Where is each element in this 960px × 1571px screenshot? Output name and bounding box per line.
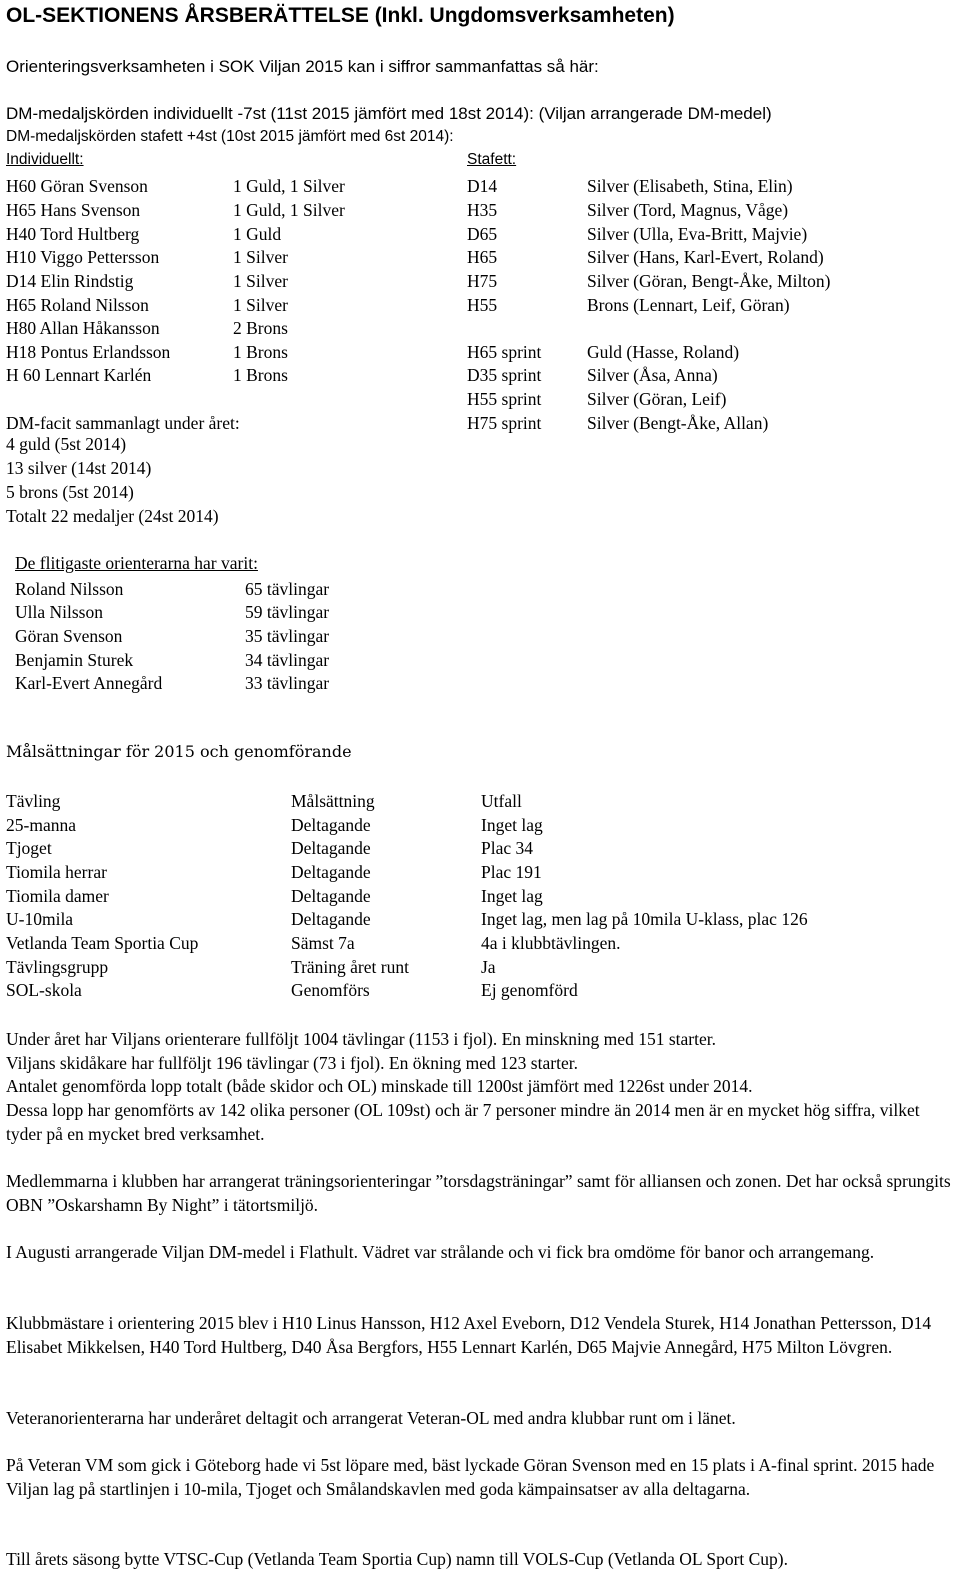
goals-cell: Ja xyxy=(481,957,496,977)
document-title: OL-SEKTIONENS ÅRSBERÄTTELSE (Inkl. Ungdomsverksamheten) xyxy=(6,4,675,27)
active-count: 34 tävlingar xyxy=(245,650,330,670)
goals-cell: Tiomila damer xyxy=(6,886,109,906)
relay-class: H75 sprint xyxy=(467,413,542,433)
relay-result: Silver (Tord, Magnus, Våge) xyxy=(587,200,789,220)
goals-cell: Inget lag xyxy=(481,815,543,835)
active-row xyxy=(0,626,960,650)
individual-result: 2 Brons xyxy=(233,318,288,338)
intro-text: Orienteringsverksamheten i SOK Viljan 2015 kan i siffror sammanfattas så här: xyxy=(6,57,599,76)
goals-row xyxy=(0,862,960,886)
goals-col-competition: Tävling xyxy=(6,791,61,811)
goals-col-outcome: Utfall xyxy=(481,791,522,811)
goals-cell: Vetlanda Team Sportia Cup xyxy=(6,933,199,953)
goals-cell: Deltagande xyxy=(291,838,371,858)
goals-row xyxy=(0,886,960,910)
active-row xyxy=(0,673,960,697)
goals-row xyxy=(0,957,960,981)
goals-cell: Träning året runt xyxy=(291,957,409,977)
paragraph: Antalet genomförda lopp totalt (både skidor och OL) minskade till 1200st jämfört med 1226st under 2014. xyxy=(6,1076,753,1096)
individual-heading: Individuellt: xyxy=(6,151,84,168)
goals-cell: U-10mila xyxy=(6,909,74,929)
goals-col-target: Målsättning xyxy=(291,791,375,811)
individual-name: H18 Pontus Erlandsson xyxy=(6,342,171,362)
goals-cell: Tiomila herrar xyxy=(6,862,107,882)
individual-name: H60 Göran Svenson xyxy=(6,176,148,196)
goals-cell: Inget lag xyxy=(481,886,543,906)
relay-class: H55 xyxy=(467,295,498,315)
relay-result: Silver (Hans, Karl-Evert, Roland) xyxy=(587,247,824,267)
facit-line: 13 silver (14st 2014) xyxy=(6,458,152,478)
relay-heading: Stafett: xyxy=(467,151,517,168)
relay-result: Silver (Elisabeth, Stina, Elin) xyxy=(587,176,793,196)
goals-cell: Inget lag, men lag på 10mila U-klass, plac 126 xyxy=(481,909,808,929)
active-name: Göran Svenson xyxy=(15,626,123,646)
goals-cell: Deltagande xyxy=(291,815,371,835)
individual-result: 1 Silver xyxy=(233,247,288,267)
facit-line: 4 guld (5st 2014) xyxy=(6,434,127,454)
medal-row xyxy=(0,271,960,295)
individual-result: 1 Guld, 1 Silver xyxy=(233,200,345,220)
relay-class: H65 xyxy=(467,247,498,267)
active-count: 59 tävlingar xyxy=(245,602,330,622)
goals-cell: Sämst 7a xyxy=(291,933,355,953)
goals-cell: Ej genomförd xyxy=(481,980,578,1000)
individual-result: 1 Brons xyxy=(233,365,288,385)
goals-cell: Plac 34 xyxy=(481,838,534,858)
medal-row xyxy=(0,413,960,437)
individual-name: H65 Hans Svenson xyxy=(6,200,141,220)
relay-result: Silver (Göran, Leif) xyxy=(587,389,727,409)
relay-class: D65 xyxy=(467,224,498,244)
individual-name: H40 Tord Hultberg xyxy=(6,224,140,244)
relay-class: D14 xyxy=(467,176,498,196)
active-heading: De flitigaste orienterarna har varit: xyxy=(15,553,258,573)
goals-row xyxy=(0,933,960,957)
relay-class: H55 sprint xyxy=(467,389,542,409)
active-count: 65 tävlingar xyxy=(245,579,330,599)
relay-result: Silver (Åsa, Anna) xyxy=(587,365,718,385)
goals-row xyxy=(0,980,960,1004)
individual-name: H65 Roland Nilsson xyxy=(6,295,149,315)
relay-result: Silver (Göran, Bengt-Åke, Milton) xyxy=(587,271,831,291)
goals-header-row xyxy=(0,791,960,815)
goals-cell: Tjoget xyxy=(6,838,52,858)
active-count: 35 tävlingar xyxy=(245,626,330,646)
relay-class: H65 sprint xyxy=(467,342,542,362)
dm-individual-summary: DM-medaljskörden individuellt -7st (11st 2015 jämfört med 18st 2014): (Viljan arrangerade DM-medel) xyxy=(6,104,772,123)
individual-result: 1 Silver xyxy=(233,271,288,291)
goals-cell: SOL-skola xyxy=(6,980,82,1000)
medal-row xyxy=(0,247,960,271)
goals-cell: 4a i klubbtävlingen. xyxy=(481,933,621,953)
individual-result: 1 Guld xyxy=(233,224,282,244)
individual-name: D14 Elin Rindstig xyxy=(6,271,134,291)
paragraph: Dessa lopp har genomförts av 142 olika personer (OL 109st) och är 7 personer mindre än 2014 men är en mycket hög siffra, vilket tyder på en mycket bred verksamhet. xyxy=(6,1100,920,1144)
active-name: Roland Nilsson xyxy=(15,579,124,599)
facit-heading: DM-facit sammanlagt under året: xyxy=(6,413,240,433)
goals-cell: Deltagande xyxy=(291,909,371,929)
relay-class: D35 sprint xyxy=(467,365,542,385)
individual-result: 1 Guld, 1 Silver xyxy=(233,176,345,196)
paragraph: Klubbmästare i orientering 2015 blev i H10 Linus Hansson, H12 Axel Eveborn, D12 Vendela Sturek, H14 Jonathan Pettersson, D14 Elisabet Mikkelsen, H40 Tord Hultberg, D40 Åsa Bergfors, H55 Lennart Karlén, D65 Majvie Annegård, H75 Milton Lövgren. xyxy=(6,1313,932,1357)
facit-line: 5 brons (5st 2014) xyxy=(6,482,134,502)
relay-result: Guld (Hasse, Roland) xyxy=(587,342,740,362)
goals-cell: Plac 191 xyxy=(481,862,542,882)
active-name: Karl-Evert Annegård xyxy=(15,673,163,693)
goals-cell: Tävlingsgrupp xyxy=(6,957,109,977)
paragraph: Viljans skidåkare har fullföljt 196 tävlingar (73 i fjol). En ökning med 123 starter. xyxy=(6,1053,578,1073)
active-row xyxy=(0,602,960,626)
individual-result: 1 Brons xyxy=(233,342,288,362)
paragraph: På Veteran VM som gick i Göteborg hade vi 5st löpare med, bäst lyckade Göran Svenson med en 15 plats i A-final sprint. 2015 hade Viljan lag på startlinjen i 10-mila, Tjoget och Smålandskavlen med goda kämpainsatser av alla deltagarna. xyxy=(6,1455,935,1499)
relay-class: H35 xyxy=(467,200,498,220)
individual-result: 1 Silver xyxy=(233,295,288,315)
paragraph: Under året har Viljans orienterare fullföljt 1004 tävlingar (1153 i fjol). En minskning med 151 starter. xyxy=(6,1029,716,1049)
active-name: Ulla Nilsson xyxy=(15,602,103,622)
individual-name: H80 Allan Håkansson xyxy=(6,318,160,338)
facit-line: Totalt 22 medaljer (24st 2014) xyxy=(6,506,219,526)
medal-row xyxy=(0,342,960,366)
dm-relay-summary: DM-medaljskörden stafett +4st (10st 2015 jämfört med 6st 2014): xyxy=(6,128,454,145)
individual-name: H10 Viggo Pettersson xyxy=(6,247,160,267)
paragraph: I Augusti arrangerade Viljan DM-medel i Flathult. Vädret var strålande och vi fick bra omdöme för banor och arrangemang. xyxy=(6,1242,875,1262)
goals-cell: Deltagande xyxy=(291,862,371,882)
paragraph: Veteranorienterarna har underåret deltagit och arrangerat Veteran-OL med andra klubbar runt om i länet. xyxy=(6,1408,736,1428)
goals-heading: Målsättningar för 2015 och genomförande xyxy=(6,742,352,761)
medal-row xyxy=(0,200,960,224)
goals-cell: Genomförs xyxy=(291,980,370,1000)
medal-row xyxy=(0,295,960,319)
goals-cell: 25-manna xyxy=(6,815,76,835)
medal-row xyxy=(0,389,960,413)
active-count: 33 tävlingar xyxy=(245,673,330,693)
relay-result: Silver (Ulla, Eva-Britt, Majvie) xyxy=(587,224,808,244)
relay-result: Silver (Bengt-Åke, Allan) xyxy=(587,413,769,433)
active-row xyxy=(0,650,960,674)
goals-cell: Deltagande xyxy=(291,886,371,906)
paragraph: Medlemmarna i klubben har arrangerat träningsorienteringar ”torsdagsträningar” samt för alliansen och zonen. Det har också sprungits OBN ”Oskarshamn By Night” i tätortsmiljö. xyxy=(6,1171,951,1215)
goals-row xyxy=(0,838,960,862)
active-row xyxy=(0,579,960,603)
individual-name: H 60 Lennart Karlén xyxy=(6,365,152,385)
goals-row xyxy=(0,815,960,839)
medal-row xyxy=(0,365,960,389)
active-name: Benjamin Sturek xyxy=(15,650,134,670)
medal-row xyxy=(0,176,960,200)
medal-row xyxy=(0,224,960,248)
medal-row xyxy=(0,318,960,342)
paragraph: Till årets säsong bytte VTSC-Cup (Vetlanda Team Sportia Cup) namn till VOLS-Cup (Vetlanda OL Sport Cup). xyxy=(6,1549,789,1569)
relay-class: H75 xyxy=(467,271,498,291)
relay-result: Brons (Lennart, Leif, Göran) xyxy=(587,295,790,315)
goals-row xyxy=(0,909,960,933)
